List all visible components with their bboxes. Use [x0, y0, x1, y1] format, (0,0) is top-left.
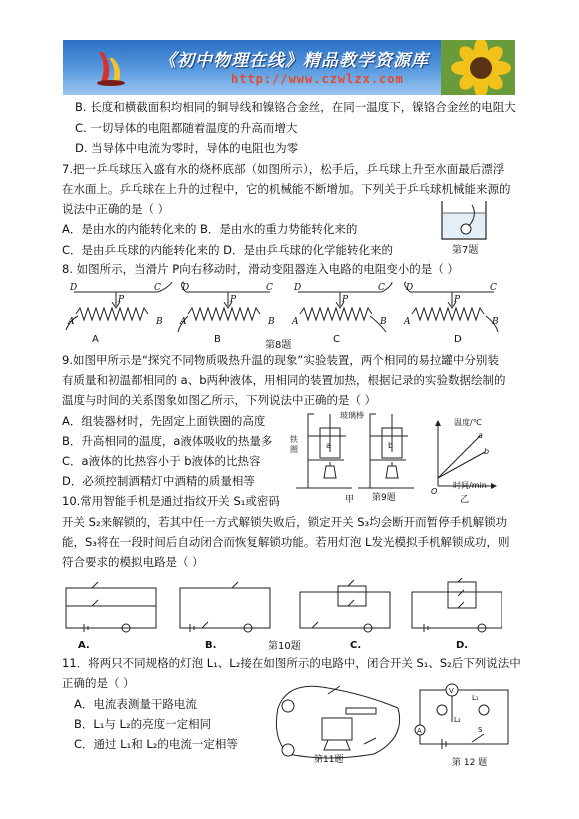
q8-stem: 8. 如图所示，当滑片 P向右移动时，滑动变阻器连入电路的电阻变小的是（ ） [62, 262, 459, 276]
svg-text:P: P [230, 295, 237, 305]
q10-option-a: A. [78, 640, 90, 651]
q8-label-b: B [214, 334, 221, 345]
q8-label-d: D [454, 334, 462, 345]
q10-option-c: C. [350, 640, 362, 651]
q9-option-d: D．必须控制酒精灯中酒精的质量相等 [62, 474, 255, 488]
q7-options-cd: C．是由乒乓球的内能转化来的 D．是由乒乓球的化学能转化来的 [62, 243, 394, 257]
svg-text:A: A [180, 317, 187, 327]
q9-option-a: A．组装器材时，先固定上面铁圈的高度 [62, 414, 266, 428]
svg-text:P: P [342, 295, 349, 305]
header-title: 《初中物理在线》精品教学资源库 [159, 51, 429, 71]
q7-stem-3: 说法中正确的是（ ） [62, 202, 170, 216]
q12-circuit-figure [412, 682, 516, 756]
q9-glass-rod-label: 玻璃棒 [340, 411, 364, 420]
q11-caption: 第11题 [314, 755, 344, 765]
svg-text:C: C [266, 283, 273, 293]
q12-caption: 第 12 题 [452, 758, 488, 768]
q9-stem-2: 有质量和初温都相同的 a、b两种液体，用相同的装置加热，根据记录的实验数据绘制的 [62, 373, 506, 387]
q10-caption: 第10题 [268, 641, 301, 652]
svg-text:C: C [490, 283, 497, 293]
svg-text:B: B [268, 317, 275, 327]
svg-text:O: O [431, 487, 438, 496]
q11-stem-2: 正确的是（ ） [62, 676, 135, 690]
q6-option-c: C. 一切导体的电阻都随着温度的升高而增大 [75, 121, 298, 135]
q8-label-c: C [333, 334, 340, 345]
header-banner [63, 40, 515, 95]
svg-text:P: P [118, 295, 125, 305]
svg-text:A: A [417, 727, 422, 735]
svg-text:b: b [388, 441, 394, 450]
svg-text:D: D [182, 283, 190, 293]
q9-ylabel: 温度/℃ [454, 418, 482, 427]
q9-option-b: B．升高相同的温度，a液体吸收的热量多 [62, 434, 273, 448]
svg-text:a: a [326, 441, 331, 450]
svg-text:L₁: L₁ [472, 694, 479, 702]
q7-stem-2: 在水面上。乒乓球在上升的过程中，它的机械能不断增加。下列关于乒乓球机械能来源的 [62, 182, 511, 196]
q9-stem-3: 温度与时间的关系图象如图乙所示，下列说法中正确的是（ ） [62, 393, 377, 407]
q7-options-ab: A．是由水的内能转化来的 B．是由水的重力势能转化来的 [62, 222, 358, 236]
svg-text:B: B [380, 317, 387, 327]
svg-text:D: D [294, 283, 302, 293]
rheostat-figure [60, 280, 500, 338]
svg-text:C: C [378, 283, 385, 293]
q10-stem-4: 符合要求的模拟电路是（ ） [62, 555, 204, 569]
svg-text:圈: 圈 [290, 445, 298, 454]
svg-text:B: B [156, 317, 163, 327]
q10-option-b: B. [205, 640, 217, 651]
svg-text:A: A [404, 317, 411, 327]
header-url[interactable]: http://www.czwlzx.com [231, 72, 404, 86]
svg-text:A: A [292, 317, 299, 327]
site-logo-icon [93, 48, 127, 86]
q10-circuit-options [62, 578, 502, 640]
q9-xlabel: 时间/min [453, 481, 487, 490]
svg-text:L₂: L₂ [454, 716, 461, 724]
q9-jia: 甲 [345, 495, 355, 505]
svg-text:V: V [449, 687, 454, 695]
q9-yi: 乙 [460, 495, 470, 505]
q9-option-c: C．a液体的比热容小于 b液体的比热容 [62, 454, 261, 468]
svg-text:a: a [478, 431, 483, 440]
svg-text:C: C [154, 283, 161, 293]
svg-text:B: B [492, 317, 499, 327]
q10-option-d: D. [456, 640, 469, 651]
q6-option-d: D. 当导体中电流为零时，导体的电阻也为零 [75, 141, 299, 155]
q8-label-a: A [92, 334, 99, 345]
q8-caption: 第8题 [265, 340, 292, 351]
svg-text:D: D [70, 283, 78, 293]
q11-option-a: A．电流表测量干路电流 [74, 697, 197, 711]
q11-option-c: C．通过 L₁和 L₂的电流一定相等 [74, 737, 238, 751]
svg-text:A: A [68, 317, 75, 327]
q9-caption: 第9题 [372, 493, 396, 503]
q10-stem-2: 开关 S₂来解锁的，若其中任一方式解锁失败后，锁定开关 S₃均会断开而暂停手机解锁功 [62, 515, 508, 529]
q9-stem-1: 9.如图甲所示是“探究不同物质吸热升温的现象”实验装置，两个相同的易拉罐中分别装 [62, 353, 499, 367]
q10-stem-3: 能，S₃将在一段时间后自动闭合而恢复解锁功能。若用灯泡 L发光模拟手机解锁成功，则 [62, 535, 510, 549]
sunflower-icon [441, 40, 515, 95]
svg-text:b: b [484, 447, 490, 456]
q11-stem-1: 11．将两只不同规格的灯泡 L₁、L₂接在如图所示的电路中，闭合开关 S₁、S₂后下列说法中 [62, 656, 521, 670]
svg-text:铁: 铁 [290, 435, 298, 444]
q7-stem-1: 7.把一乒乓球压入盛有水的烧杯底部（如图所示），松手后，乒乓球上升至水面最后漂浮 [62, 162, 505, 176]
svg-text:S: S [478, 726, 483, 734]
svg-text:P: P [454, 295, 461, 305]
q7-caption: 第7题 [452, 245, 479, 256]
q6-option-b: B. 长度和横截面积均相同的铜导线和镍铬合金丝，在同一温度下，镍铬合金丝的电阻大 [75, 100, 516, 114]
svg-text:D: D [406, 283, 414, 293]
q11-option-b: B．L₁与 L₂的亮度一定相同 [74, 717, 212, 731]
q10-stem-1: 10.常用智能手机是通过指纹开关 S₁或密码 [62, 494, 280, 508]
